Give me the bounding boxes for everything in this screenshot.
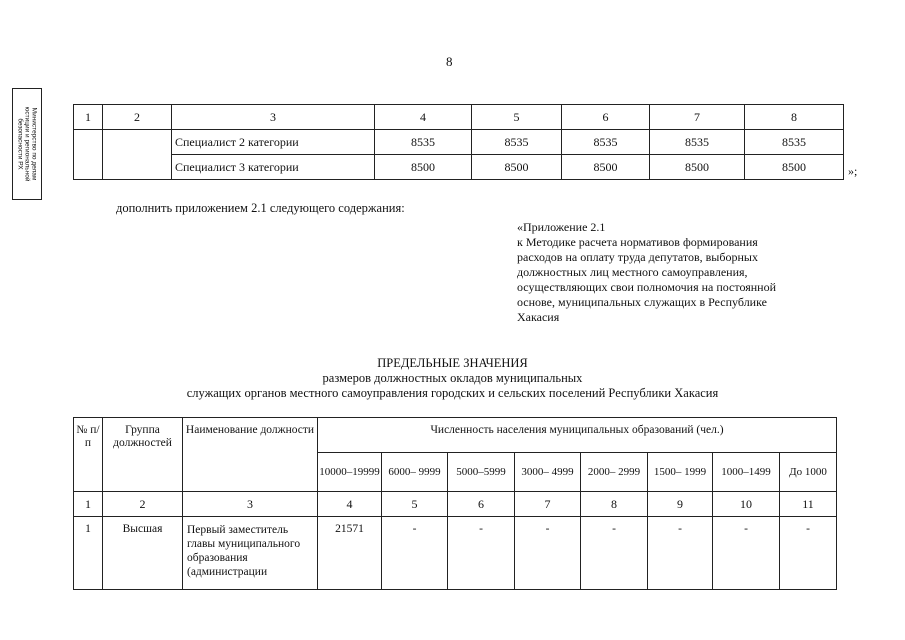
population-range: 1000–1499 (713, 453, 780, 492)
appendix-line: «Приложение 2.1 (517, 220, 606, 234)
salary-value: 8535 (650, 130, 745, 155)
table-row (74, 130, 844, 155)
salary-value: 8535 (375, 130, 472, 155)
row-number: 1 (74, 517, 103, 590)
position-name: Первый заместитель главы муниципального образования (администрации (183, 517, 318, 590)
position-name: Специалист 2 категории (172, 130, 375, 155)
appendix-line: основе, муниципальных служащих в Республике (517, 295, 767, 309)
salary-value: - (780, 517, 837, 590)
table-row (74, 517, 837, 590)
column-number: 5 (472, 105, 562, 130)
table-cell (103, 130, 172, 180)
column-number: 5 (382, 492, 448, 517)
salary-value: 8535 (472, 130, 562, 155)
continuation-table (73, 104, 844, 180)
population-range: 1500– 1999 (648, 453, 713, 492)
position-group: Высшая (103, 517, 183, 590)
appendix-reference (517, 220, 817, 325)
appendix-line: осуществляющих свои полномочия на постоянной (517, 280, 777, 294)
column-number: 9 (648, 492, 713, 517)
salary-value: 8535 (562, 130, 650, 155)
salary-limits-table (73, 417, 837, 590)
stamp-line: Министерство по делам (30, 107, 38, 181)
stamp-line: юстиции и региональной (23, 106, 31, 182)
salary-value: 21571 (318, 517, 382, 590)
salary-value: - (515, 517, 581, 590)
appendix-line: Хакасия (517, 310, 560, 324)
table-row (74, 155, 844, 180)
population-range: 6000– 9999 (382, 453, 448, 492)
supplement-text: дополнить приложением 2.1 следующего содержания: (116, 201, 405, 215)
table-header-row (74, 418, 837, 453)
salary-value: 8535 (745, 130, 844, 155)
column-number: 2 (103, 492, 183, 517)
column-number: 6 (562, 105, 650, 130)
population-range: 5000–5999 (448, 453, 515, 492)
closing-quote: »; (848, 164, 858, 178)
heading-subtitle: служащих органов местного самоуправления городских и сельских поселений Республики Хакасия (186, 386, 719, 400)
table-header-row (74, 105, 844, 130)
salary-value: 8500 (650, 155, 745, 180)
column-number-row (74, 492, 837, 517)
salary-value: - (713, 517, 780, 590)
appendix-line: расходов на оплату труда депутатов, выборных (517, 250, 758, 264)
salary-value: 8500 (745, 155, 844, 180)
column-number: 8 (581, 492, 648, 517)
column-number: 1 (74, 492, 103, 517)
column-number: 3 (183, 492, 318, 517)
column-number: 11 (780, 492, 837, 517)
salary-value: - (648, 517, 713, 590)
salary-value: 8500 (375, 155, 472, 180)
column-number: 4 (375, 105, 472, 130)
page-number: 8 (446, 54, 453, 69)
column-number: 7 (515, 492, 581, 517)
stamp-line: безопасности РХ (16, 118, 24, 170)
column-header-group: Группа должностей (103, 418, 183, 492)
salary-value: - (382, 517, 448, 590)
column-header-position: Наименование должности (183, 418, 318, 492)
heading-subtitle: размеров должностных окладов муниципальных (322, 371, 583, 385)
population-range: 2000– 2999 (581, 453, 648, 492)
column-number: 7 (650, 105, 745, 130)
column-number: 6 (448, 492, 515, 517)
salary-value: - (448, 517, 515, 590)
salary-value: 8500 (562, 155, 650, 180)
column-number: 8 (745, 105, 844, 130)
document-heading (0, 356, 905, 401)
salary-value: 8500 (472, 155, 562, 180)
position-name: Специалист 3 категории (172, 155, 375, 180)
column-number: 2 (103, 105, 172, 130)
appendix-line: к Методике расчета нормативов формирования (517, 235, 758, 249)
column-number: 1 (74, 105, 103, 130)
heading-title: ПРЕДЕЛЬНЫЕ ЗНАЧЕНИЯ (377, 356, 528, 370)
column-number: 3 (172, 105, 375, 130)
population-range: 10000–19999 (318, 453, 382, 492)
column-number: 10 (713, 492, 780, 517)
population-range: До 1000 (780, 453, 837, 492)
salary-value: - (581, 517, 648, 590)
table-cell (74, 130, 103, 180)
registration-stamp (12, 88, 42, 200)
appendix-line: должностных лиц местного самоуправления, (517, 265, 748, 279)
population-range: 3000– 4999 (515, 453, 581, 492)
column-number: 4 (318, 492, 382, 517)
column-header-number: № п/п (74, 418, 103, 492)
column-header-population: Численность населения муниципальных образований (чел.) (318, 418, 837, 453)
